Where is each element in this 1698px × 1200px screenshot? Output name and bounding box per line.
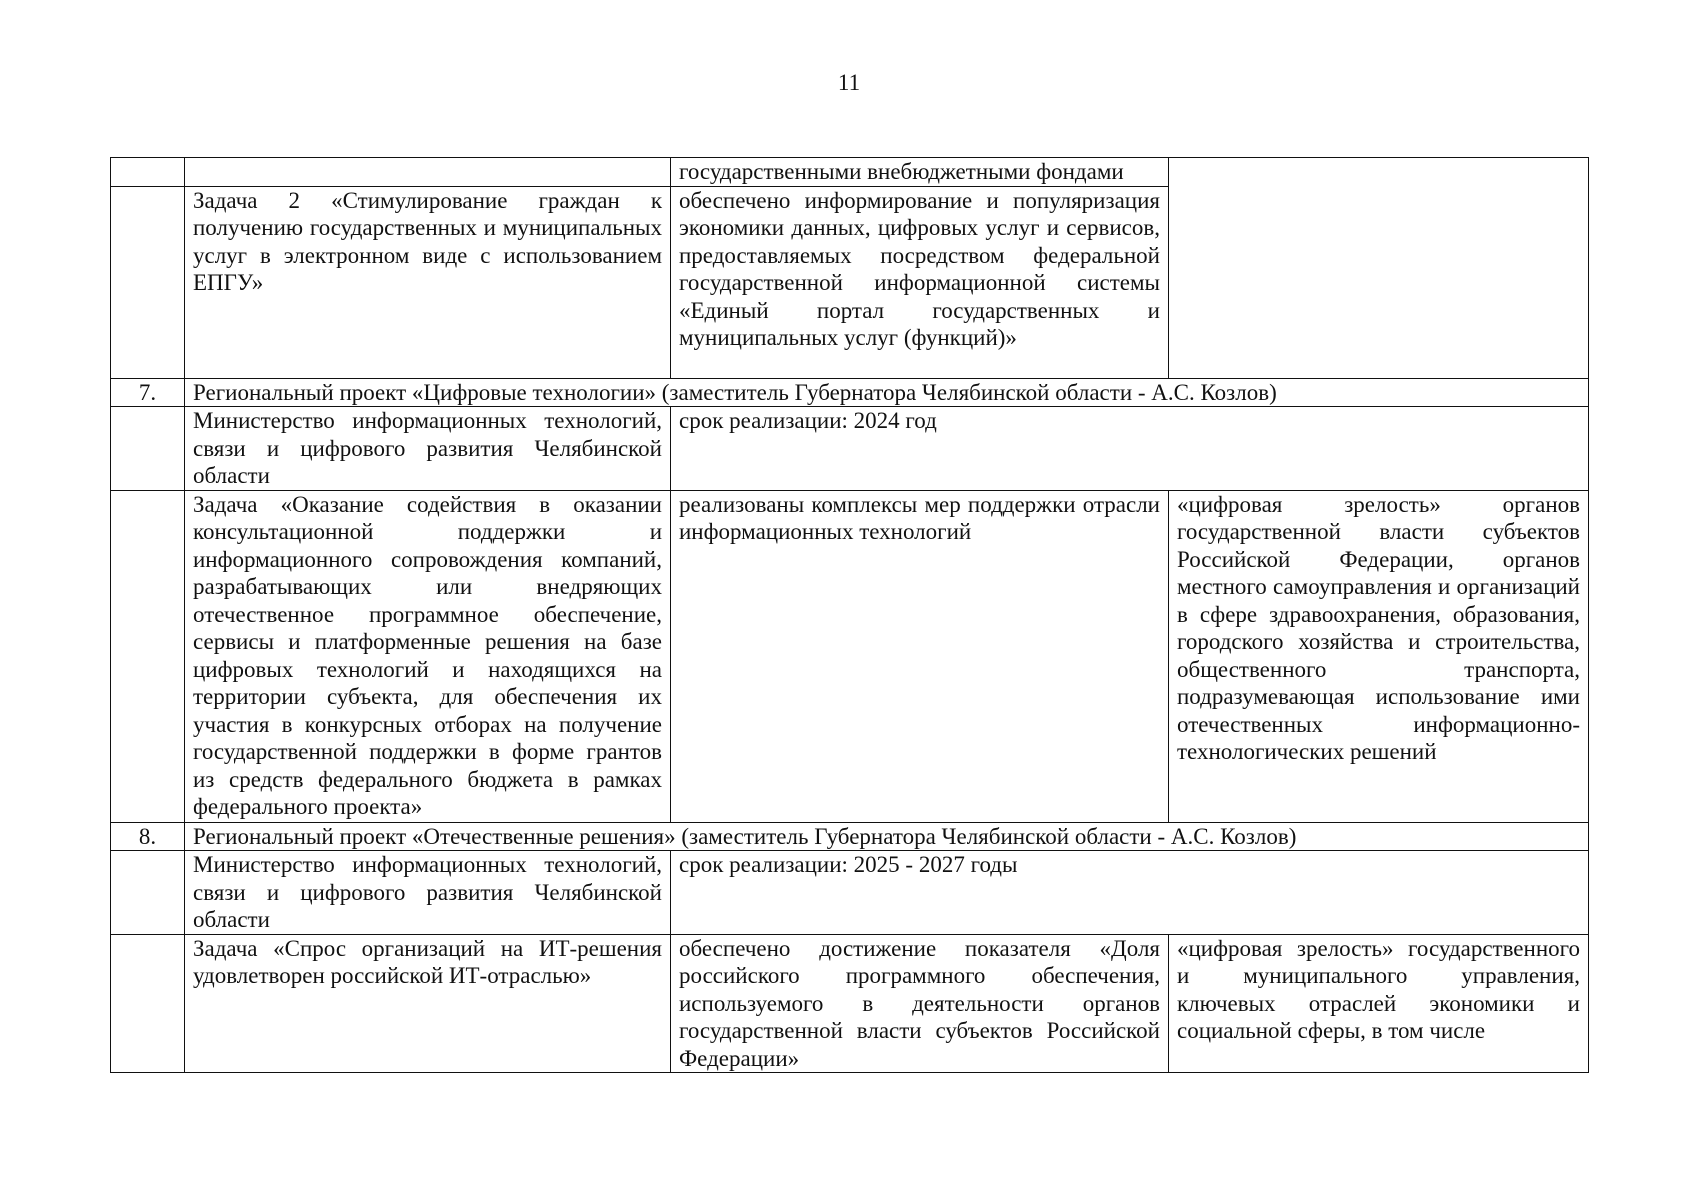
number-cell xyxy=(111,934,185,1073)
project-title: Региональный проект «Цифровые технологии» (заместитель Губернатора Челябинской области - А.С. Козлов) xyxy=(185,378,1589,407)
result-cell: обеспечено достижение показателя «Доля российского программного обеспечения, используемого в деятельности органов государственной власти субъектов Российской Федерации» xyxy=(671,934,1169,1073)
table-row xyxy=(111,407,1589,491)
result-cell: реализованы комплексы мер поддержки отрасли информационных технологий xyxy=(671,490,1169,822)
table-row xyxy=(111,851,1589,935)
indicator-cell xyxy=(1169,158,1589,379)
result-cell: государственными внебюджетными фондами xyxy=(671,158,1169,187)
project-row xyxy=(111,378,1589,407)
term-cell: срок реализации: 2025 - 2027 годы xyxy=(671,851,1589,935)
project-title: Региональный проект «Отечественные решения» (заместитель Губернатора Челябинской области - А.С. Козлов) xyxy=(185,822,1589,851)
number-cell xyxy=(111,186,185,378)
row-number: 8. xyxy=(111,822,185,851)
indicator-cell: «цифровая зрелость» органов государственной власти субъектов Российской Федерации, органов местного самоуправления и организаций в сфере здравоохранения, образования, городского хозяйства и строительства, общественного транспорта, подразумевающая использование ими отечественных информационно-технологических решений xyxy=(1169,490,1589,822)
number-cell xyxy=(111,851,185,935)
result-cell: обеспечено информирование и популяризация экономики данных, цифровых услуг и сервисов, предоставляемых посредством федеральной государственной информационной системы «Единый портал государственных и муниципальных услуг (функций)» xyxy=(671,186,1169,378)
number-cell xyxy=(111,158,185,187)
measures-table xyxy=(110,157,1589,1073)
indicator-cell: «цифровая зрелость» государственного и муниципального управления, ключевых отраслей экономики и социальной сферы, в том числе xyxy=(1169,934,1589,1073)
term-cell: срок реализации: 2024 год xyxy=(671,407,1589,491)
row-number: 7. xyxy=(111,378,185,407)
project-row xyxy=(111,822,1589,851)
task-cell xyxy=(185,158,671,187)
number-cell xyxy=(111,490,185,822)
task-cell: Задача «Оказание содействия в оказании консультационной поддержки и информационного сопровождения компаний, разрабатывающих или внедряющих отечественное программное обеспечение, сервисы и платформенные решения на базе цифровых технологий и находящихся на территории субъекта, для обеспечения их участия в конкурсных отборах на получение государственной поддержки в форме грантов из средств федерального бюджета в рамках федерального проекта» xyxy=(185,490,671,822)
table-row xyxy=(111,934,1589,1073)
responsible-cell: Министерство информационных технологий, связи и цифрового развития Челябинской области xyxy=(185,407,671,491)
page-number: 11 xyxy=(837,70,861,95)
table-row xyxy=(111,490,1589,822)
responsible-cell: Министерство информационных технологий, связи и цифрового развития Челябинской области xyxy=(185,851,671,935)
task-cell: Задача «Спрос организаций на ИТ-решения удовлетворен российской ИТ-отраслью» xyxy=(185,934,671,1073)
task-cell: Задача 2 «Стимулирование граждан к получению государственных и муниципальных услуг в электронном виде с использованием ЕПГУ» xyxy=(185,186,671,378)
number-cell xyxy=(111,407,185,491)
table-row xyxy=(111,158,1589,187)
